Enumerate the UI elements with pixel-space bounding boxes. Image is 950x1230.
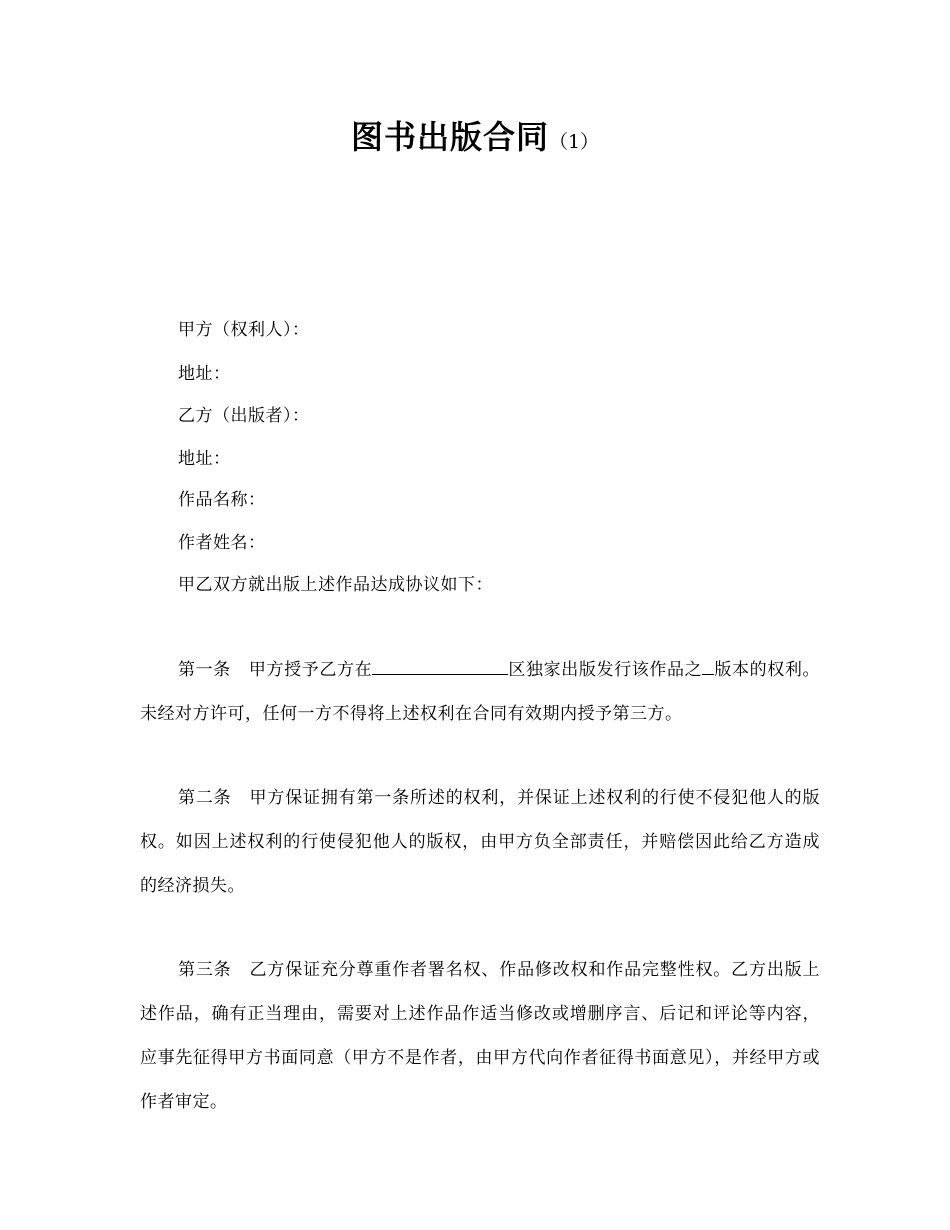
article-3 (140, 948, 820, 1124)
article-1-number: 第一条 (178, 660, 231, 680)
article-1 (140, 648, 820, 736)
article-3-text: 乙方保证充分尊重作者署名权、作品修改权和作品完整性权。乙方出版上述作品，确有正当理由，需要对上述作品作适当修改或增删序言、后记和评论等内容，应事先征得甲方书面同意（甲方不是作者，由甲方代向作者征得书面意见），并经甲方或作者审定。 (140, 960, 820, 1112)
party-a-address-field: 地址： (178, 364, 231, 384)
title-suffix: （1） (548, 131, 600, 153)
article-2 (140, 776, 820, 908)
title-main: 图书出版合同 (350, 118, 549, 156)
article-3-number: 第三条 (178, 960, 232, 980)
party-a-field: 甲方（权利人）： (178, 320, 310, 340)
work-title-field: 作品名称： (178, 490, 266, 510)
agreement-intro: 甲乙双方就出版上述作品达成协议如下： (178, 575, 493, 595)
party-b-field: 乙方（出版者）： (178, 406, 310, 426)
article-2-number: 第二条 (178, 788, 232, 808)
document-title (0, 112, 950, 158)
article-1-text-part1: 甲方授予乙方在 (248, 660, 373, 680)
article-1-text-part2: 区独家出版发行该作品之 (508, 660, 703, 680)
author-name-field: 作者姓名： (178, 533, 266, 553)
edition-blank (702, 658, 714, 675)
article-2-text: 甲方保证拥有第一条所述的权利，并保证上述权利的行使不侵犯他人的版权。如因上述权利的行使侵犯他人的版权，由甲方负全部责任，并赔偿因此给乙方造成的经济损失。 (140, 788, 820, 896)
region-blank (372, 658, 508, 675)
party-b-address-field: 地址： (178, 449, 231, 469)
article-1-text-part3: 版本的权利。未经对方许可，任何一方不得将上述权利在合同有效期内授予第三方。 (140, 660, 820, 724)
